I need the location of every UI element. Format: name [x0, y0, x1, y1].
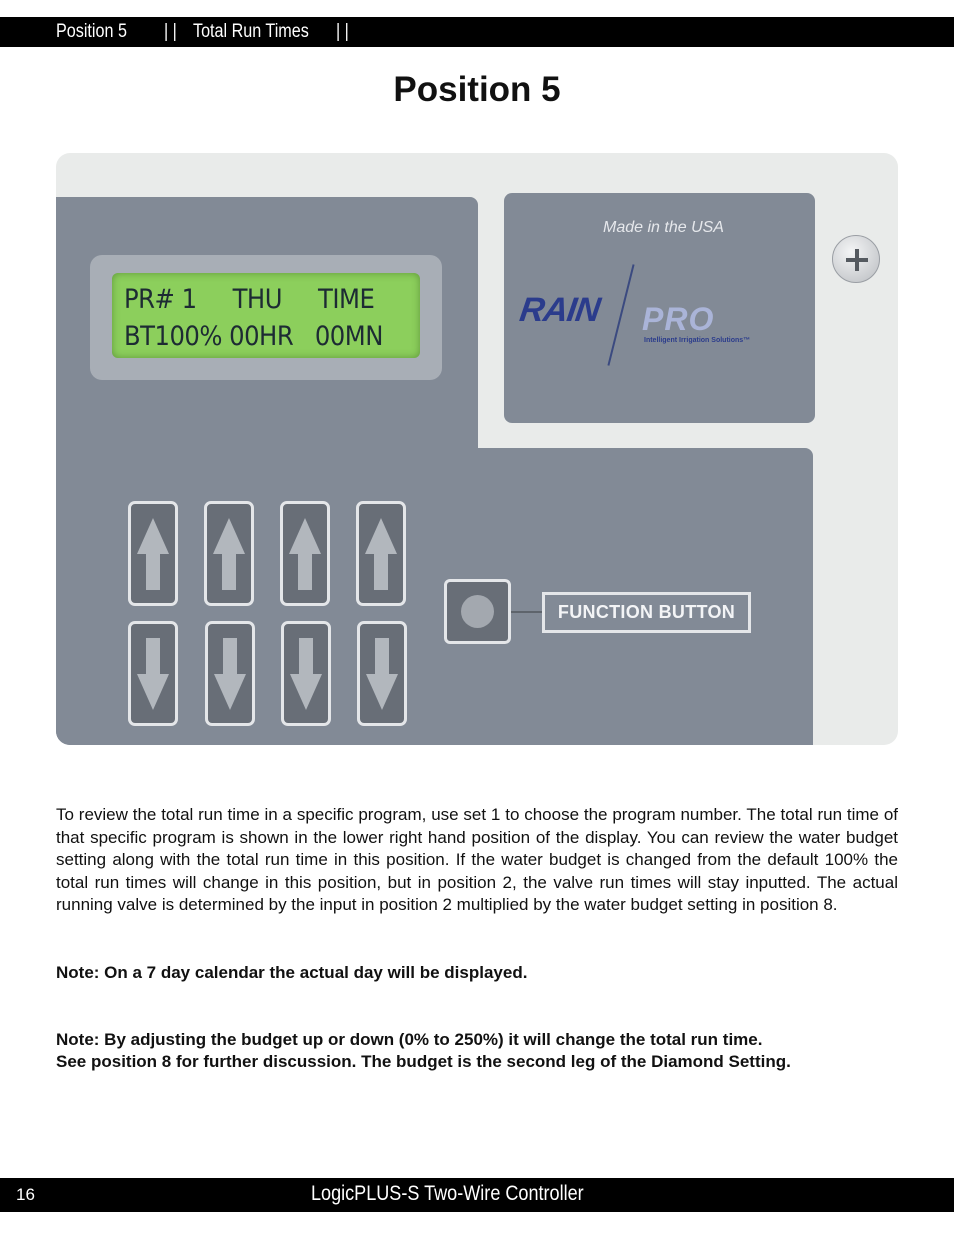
header-bar — [0, 17, 954, 47]
logo-pro-text: PRO — [642, 301, 715, 337]
arrow-down-icon — [135, 634, 171, 714]
set-1-up-button — [128, 501, 178, 606]
arrow-up-icon — [287, 514, 323, 594]
header-separator: | | — [336, 21, 349, 42]
note-budget-line-1: Note: By adjusting the budget up or down (0% to 250%) it will change the total run time. — [56, 1030, 763, 1049]
body-paragraph: To review the total run time in a specific program, use set 1 to choose the program number. The total run time of that specific program is shown in the lower right hand position of the display. You can review the water budget setting along with the total run time in this position. If the water budget is changed from the default 100% the total run times will change in this position, but in position 2, the valve run times will stay inputted. The actual running valve is determined by the input in position 2 multiplied by the water budget setting in position 8. — [56, 805, 898, 915]
header-section-label: Total Run Times — [193, 21, 309, 42]
page-title: Position 5 — [393, 70, 561, 109]
logo-tagline: Intelligent Irrigation Solutions™ — [644, 337, 751, 344]
note-budget-line-2: See position 8 for further discussion. The budget is the second leg of the Diamond Setting. — [56, 1052, 791, 1071]
lcd-display — [112, 273, 420, 358]
set-2-down-button — [205, 621, 255, 726]
arrow-down-icon — [364, 634, 400, 714]
note-calendar: Note: On a 7 day calendar the actual day will be displayed. — [56, 963, 528, 982]
arrow-up-icon — [135, 514, 171, 594]
lcd-bezel — [90, 255, 442, 380]
plus-icon — [832, 235, 880, 283]
set-1-down-button — [128, 621, 178, 726]
header-separator: | | — [164, 21, 177, 42]
set-4-up-button — [356, 501, 406, 606]
set-3-down-button — [281, 621, 331, 726]
arrow-up-icon — [211, 514, 247, 594]
logo-slash — [607, 264, 634, 365]
arrow-down-icon — [288, 634, 324, 714]
lcd-line-1: PR# 1 THU TIME — [124, 284, 375, 315]
function-button-label: FUNCTION BUTTON — [542, 592, 751, 633]
lcd-line-2: BT100% 00HR 00MN — [124, 321, 383, 352]
logo-rain-text: RAIN — [517, 291, 602, 329]
made-in-usa-label: Made in the USA — [603, 219, 724, 236]
controller-illustration — [56, 153, 898, 745]
function-button — [444, 579, 511, 644]
footer-title: LogicPLUS-S Two-Wire Controller — [311, 1182, 584, 1205]
faceplate-panel-joint — [456, 448, 486, 478]
footer-bar — [0, 1178, 954, 1212]
page-number: 16 — [16, 1185, 35, 1204]
set-4-down-button — [357, 621, 407, 726]
set-3-up-button — [280, 501, 330, 606]
set-2-up-button — [204, 501, 254, 606]
arrow-up-icon — [363, 514, 399, 594]
header-position-label: Position 5 — [56, 21, 127, 42]
brand-panel — [504, 193, 815, 423]
arrow-down-icon — [212, 634, 248, 714]
function-connector — [511, 611, 543, 613]
